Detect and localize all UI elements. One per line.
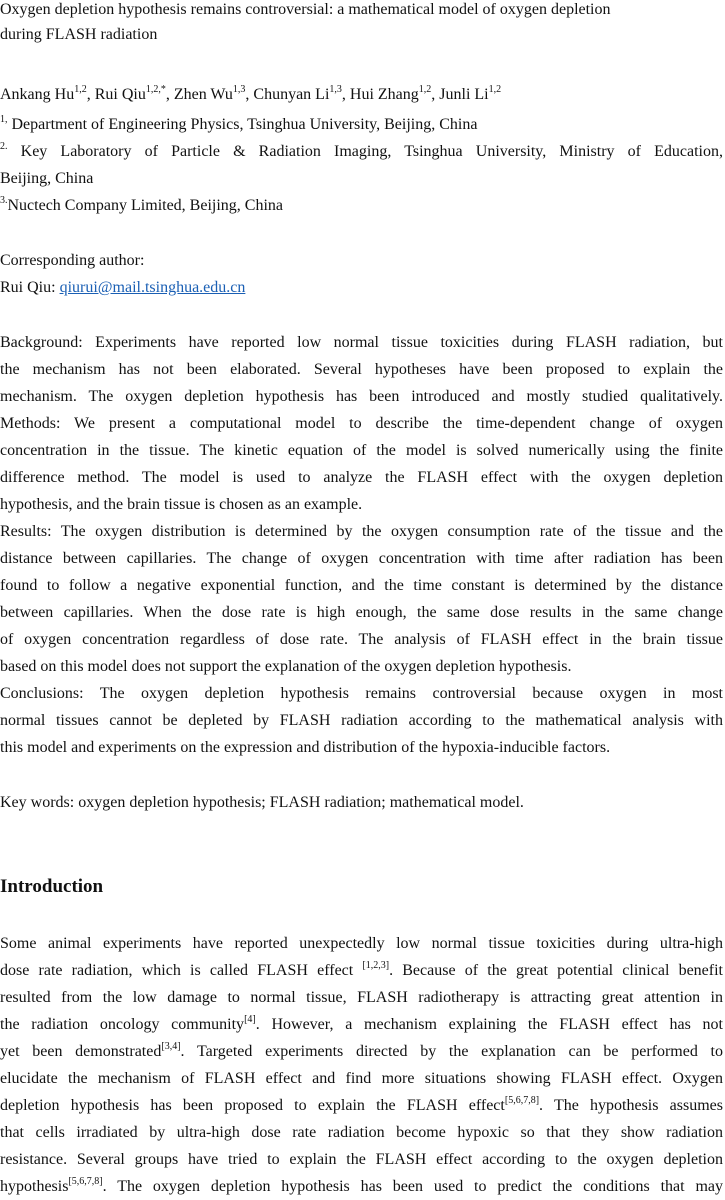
intro-line: Some animal experiments have reported unexpectedly low normal tissue toxicities during ultra-high: [0, 935, 723, 952]
abstract-line: of oxygen concentration regardless of dose rate. The analysis of FLASH effect in the brain tissue: [0, 631, 723, 648]
intro-line: dose rate radiation, which is called FLASH effect [1,2,3]. Because of the great potential clinical benefit: [0, 959, 724, 979]
citation: [4]: [244, 1013, 256, 1025]
abstract-line: mechanism. The oxygen depletion hypothesis has been introduced and mostly studied qualitatively.: [0, 388, 723, 405]
author-affiliation-mark: 1,3: [329, 83, 342, 95]
author-affiliation-mark: 1,2: [74, 83, 87, 95]
author-affiliation-mark: 1,2: [418, 83, 432, 95]
affiliation-mark: 1,: [0, 113, 8, 125]
corresponding-author: [0, 278, 245, 298]
author-list: Ankang Hu$^{1,2}$, Rui Qiu$^{1,2,*}$, Zhen Wu$^{1,3}$, Chunyan Li$^{1,3}$, Hui Zhang$^{1,2}$, Junli Li$^{1,2}$: [0, 83, 502, 103]
abstract-line: Conclusions: The oxygen depletion hypothesis remains controversial because oxygen in most: [0, 685, 723, 702]
abstract-line: difference method. The model is used to analyze the FLASH effect with the oxygen depletion: [0, 469, 723, 486]
author-name: Junli Li: [439, 86, 489, 103]
intro-line: that cells irradiated by ultra-high dose rate radiation become hypoxic so that they show radiation: [0, 1124, 723, 1141]
abstract-line: based on this model does not support the explanation of the oxygen depletion hypothesis.: [0, 658, 572, 675]
citation: [1,2,3]: [362, 959, 390, 971]
author-name: Hui Zhang: [349, 86, 419, 103]
abstract-line: distance between capillaries. The change of oxygen concentration with time after radiation has been: [0, 550, 723, 567]
intro-line: resistance. Several groups have tried to explain the FLASH effect according to the oxygen depletion: [0, 1151, 723, 1168]
abstract-line: the mechanism has not been elaborated. Several hypotheses have been proposed to explain the: [0, 361, 723, 378]
abstract-line: normal tissues cannot be depleted by FLASH radiation according to the mathematical analysis with: [0, 712, 723, 729]
corresponding-author-name: Rui Qiu:: [0, 279, 60, 296]
abstract-line: this model and experiments on the expression and distribution of the hypoxia-inducible factors.: [0, 739, 611, 756]
affiliation-3: $^{3.}$Nuctech Company Limited, Beijing, China: [0, 194, 284, 214]
author-name: Ankang Hu: [0, 86, 75, 103]
affiliation-1: $^{1,}$ Department of Engineering Physics, Tsinghua University, Beijing, China: [0, 113, 478, 133]
citation: [5,6,7,8]: [68, 1175, 103, 1187]
abstract-line: hypothesis, and the brain tissue is chosen as an example.: [0, 496, 363, 513]
keywords: Key words: oxygen depletion hypothesis; FLASH radiation; mathematical model.: [0, 794, 524, 811]
affiliation-2-line-1: $^{2.}$ Key Laboratory of Particle & Radiation Imaging, Tsinghua University, Ministry of Education,: [0, 140, 723, 160]
affiliation-2-line-2: Beijing, China: [0, 170, 94, 187]
author-affiliation-mark: 1,2,*: [145, 83, 166, 95]
affiliation-mark: 2.: [0, 140, 8, 152]
paper-title-line-2: during FLASH radiation: [0, 26, 158, 43]
abstract-line: between capillaries. When the dose rate is high enough, the same dose results in the same change: [0, 604, 723, 621]
intro-line: the radiation oncology community[4]. However, a mechanism explaining the FLASH effect has not: [0, 1013, 724, 1033]
intro-line: depletion hypothesis has been proposed to explain the FLASH effect[5,6,7,8]. The hypothesis assumes: [0, 1094, 723, 1114]
author-affiliation-mark: 1,3: [232, 83, 246, 95]
paper-title-line-1: Oxygen depletion hypothesis remains controversial: a mathematical model of oxygen depletion: [0, 1, 611, 18]
section-heading-introduction: Introduction: [0, 876, 104, 897]
affiliation-mark: 3.: [0, 194, 8, 206]
citation: [3,4]: [161, 1040, 181, 1052]
abstract-line: found to follow a negative exponential function, and the time constant is determined by the distance: [0, 577, 723, 594]
intro-line: resulted from the low damage to normal tissue, FLASH radiotherapy is attracting great attention in: [0, 989, 723, 1006]
abstract-line: Results: The oxygen distribution is determined by the oxygen consumption rate of the tissue and the: [0, 523, 723, 540]
intro-line: hypothesis[5,6,7,8]. The oxygen depletion hypothesis has been used to predict the conditions that may: [0, 1175, 723, 1195]
abstract-line: Background: Experiments have reported low normal tissue toxicities during FLASH radiation, but: [0, 334, 723, 351]
corresponding-author-label: Corresponding author:: [0, 252, 145, 269]
author-name: Zhen Wu: [173, 86, 233, 103]
corresponding-author-email-link[interactable]: qiurui@mail.tsinghua.edu.cn: [59, 279, 246, 296]
intro-line: elucidate the mechanism of FLASH effect and find more situations showing FLASH effect. Oxygen: [0, 1070, 723, 1087]
abstract-line: Methods: We present a computational model to describe the time-dependent change of oxygen: [0, 415, 723, 432]
author-name: Chunyan Li: [253, 86, 330, 103]
citation: [5,6,7,8]: [504, 1094, 540, 1106]
intro-line: yet been demonstrated[3,4]. Targeted experiments directed by the explanation can be performed to: [0, 1040, 723, 1060]
author-name: Rui Qiu: [94, 86, 146, 103]
abstract-line: concentration in the tissue. The kinetic equation of the model is solved numerically using the finite: [0, 442, 723, 459]
author-affiliation-mark: 1,2: [488, 83, 502, 95]
